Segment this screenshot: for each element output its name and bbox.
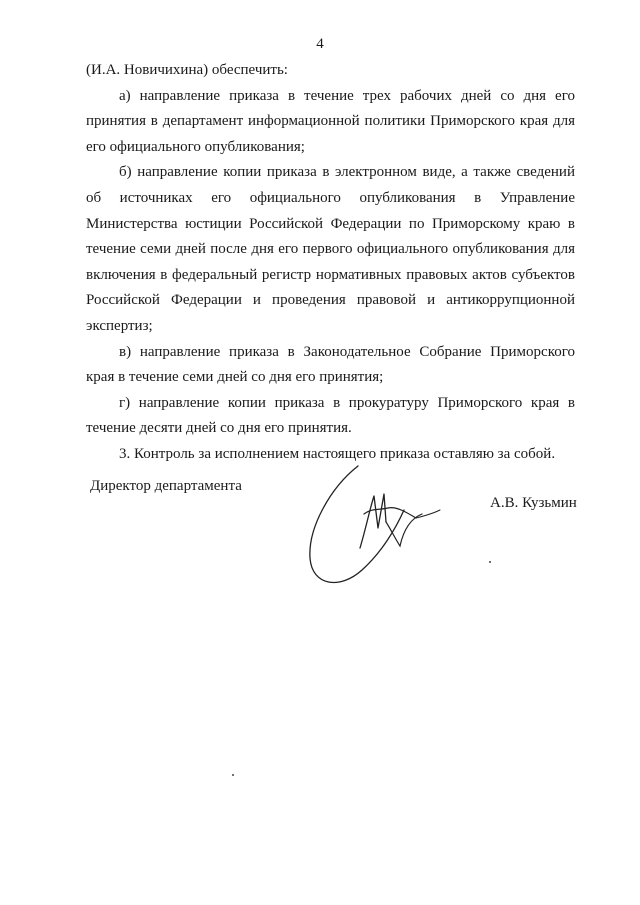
paragraph-v: в) направление приказа в Законодательное Собрание Приморского края в течение семи дней со дня его принятия; (86, 343, 575, 386)
signer-name: А.В. Кузьмин (490, 495, 577, 511)
signature-block (0, 430, 640, 590)
paragraph-3-control: 3. Контроль за исполнением настоящего приказа оставляю за собой. (119, 445, 556, 462)
paragraph-b: б) направление копии приказа в электронном виде, а также сведений об источниках его официального опубликования в Управление Министерства юстиции Российской Федерации по Приморскому краю в течение семи дней после дня его первого официального опубликования для включения в федеральный регистр нормативных правовых актов субъектов Российской Федерации и проведения правовой и антикоррупционной экспертиз; (86, 164, 575, 334)
scan-speck (489, 561, 491, 563)
scan-speck (232, 774, 234, 776)
handwritten-signature (300, 458, 450, 598)
document-body (86, 58, 575, 468)
signer-title: Директор департамента (90, 478, 242, 494)
paragraph-g: г) направление копии приказа в прокуратуру Приморского края в течение десяти дней со дня его принятия. (86, 394, 575, 437)
page-number: 4 (316, 36, 324, 52)
intro-line: (И.А. Новичихина) обеспечить: (86, 62, 288, 78)
paragraph-a: а) направление приказа в течение трех рабочих дней со дня его принятия в департамент информационной политики Приморского края для его официального опубликования; (86, 87, 575, 155)
